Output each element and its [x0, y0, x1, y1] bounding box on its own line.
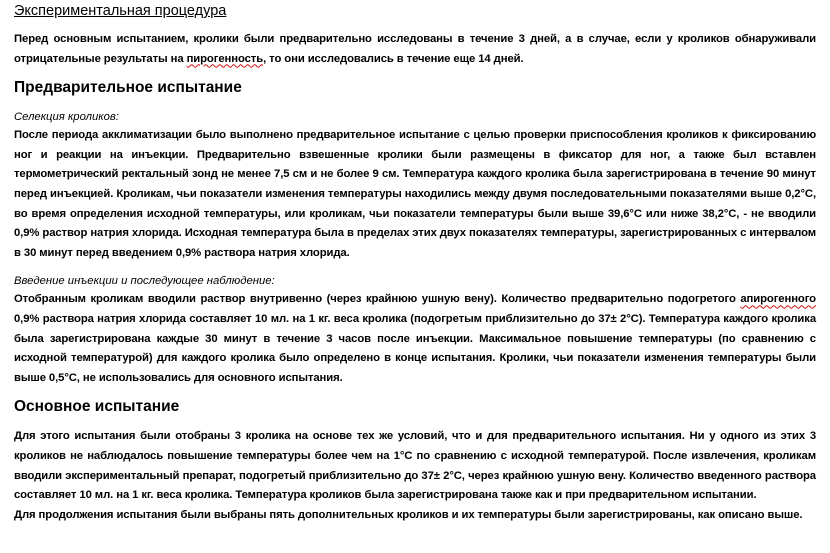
intro-text-a: Перед основным испытанием, кролики были предварительно исследованы в течение 3 дней, а в случае, если у кроликов обнаруживали отрицательные результаты на [14, 33, 816, 65]
injection-text-a: Отобранным кроликам вводили раствор внутривенно (через крайнюю ушную вену). Количество предварительно подогретого [14, 293, 741, 306]
main-heading: Основное испытание [14, 398, 180, 416]
injection-subhead: Введение инъекции и последующее наблюдение: [14, 275, 275, 288]
selection-subhead: Селекция кроликов: [14, 111, 119, 124]
injection-text-b: 0,9% раствора натрия хлорида составляет 10 мл. на 1 кг. веса кролика (подогретым приблизительно до 37± 2°C). Температура каждого кролика была зарегистрирована каждые 30 минут в течение 3 часов после инъекции. Максимальное повышение температуры (по сравнению с исходной температурой) для каждого кролика было определено в конце испытания. Кролики, чьи показатели изменения температуры были выше 0,5°C, не использовались для основного испытания. [14, 312, 816, 384]
injection-spellcheck-word: апирогенного [740, 293, 816, 306]
intro-text-b: , то они исследовались в течение еще 14 дней. [263, 52, 524, 65]
intro-spellcheck-word: пирогенность [186, 52, 264, 65]
document-title: Экспериментальная процедура [14, 3, 227, 19]
intro-paragraph [14, 30, 816, 69]
selection-paragraph: После периода акклиматизации было выполнено предварительное испытание с целью проверки приспособления кроликов к фиксированию ног и реакции на инъекции. Предварительно взвешенные кролики были размещены в фиксатор для ног, а также был вставлен термометрический ректальный зонд не менее 7,5 см и не более 9 см. Температура каждого кролика была зарегистрирована в течение 90 минут перед инъекцией. Кроликам, чьи показатели изменения температуры находились между двумя последовательными показателями выше 0,2°C, во время определения исходной температуры, или кроликам, чьи показатели температуры были выше 39,6°C или ниже 38,2°C, - не вводили 0,9% раствор натрия хлорида. Исходная температура была в пределах этих двух показателях температуры, зарегистрированных с интервалом в 30 минут перед введением 0,9% раствора натрия хлорида. [14, 129, 816, 259]
main-paragraph-2: Для продолжения испытания были выбраны пять дополнительных кроликов и их температуры были зарегистрированы, как описано выше. [14, 508, 803, 521]
main-paragraph-1: Для этого испытания были отобраны 3 кролика на основе тех же условий, что и для предварительного испытания. Ни у одного из этих 3 кроликов не наблюдалось повышение температуры более чем на 1°C по сравнению с исходной температурой. После извлечения, кроликам вводили экспериментальный препарат, подогретый приблизительно до 37± 2°C, через крайнюю ушную вену. Количество введенного раствора составляет 10 мл. на 1 кг. веса кролика. Температура кроликов была зарегистрирована также как и при предварительном испытании. [14, 430, 816, 502]
injection-paragraph [14, 290, 816, 388]
prelim-heading: Предварительное испытание [14, 79, 242, 97]
